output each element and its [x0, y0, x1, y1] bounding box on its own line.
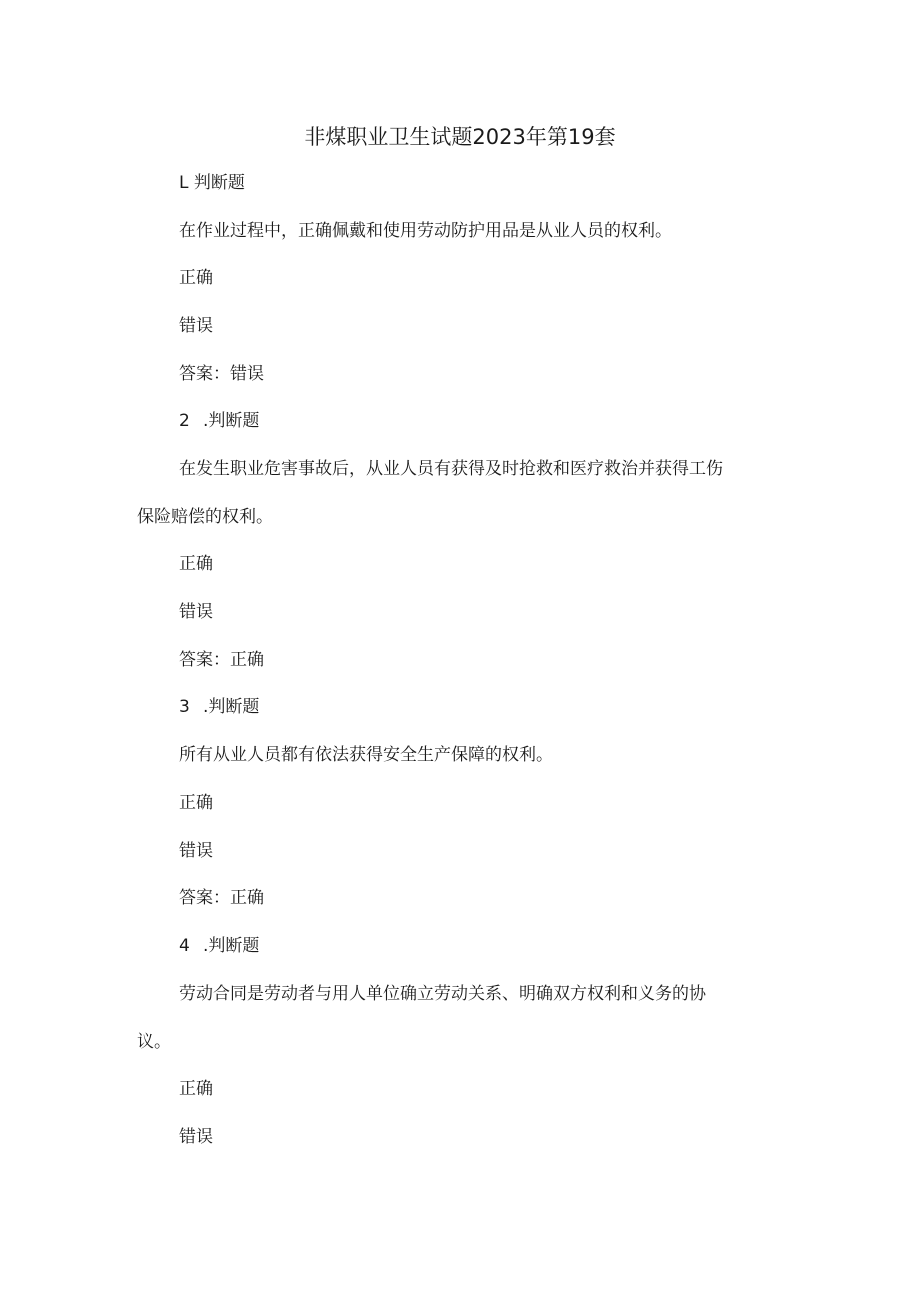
question-1-option-false: 错误	[179, 316, 213, 336]
question-number: 4	[179, 936, 190, 956]
question-4-stem-line-1: 劳动合同是劳动者与用人单位确立劳动关系、明确双方权利和义务的协	[179, 984, 706, 1004]
question-1-answer: 答案：错误	[179, 364, 264, 384]
question-2-stem-line-1: 在发生职业危害事故后，从业人员有获得及时抢救和医疗救治并获得工伤	[179, 459, 723, 479]
question-1-header	[0, 170, 920, 196]
question-4-option-false: 错误	[179, 1127, 213, 1147]
question-1-option-true: 正确	[179, 268, 213, 288]
question-3-option-true: 正确	[179, 793, 213, 813]
question-3-stem: 所有从业人员都有依法获得安全生产保障的权利。	[179, 745, 553, 765]
question-4-option-true: 正确	[179, 1079, 213, 1099]
question-2-option-false: 错误	[179, 602, 213, 622]
question-2-answer: 答案：正确	[179, 650, 264, 670]
question-3-header	[0, 694, 920, 720]
question-4-header	[0, 933, 920, 959]
question-2-option-true: 正确	[179, 554, 213, 574]
question-type: .判断题	[203, 697, 260, 717]
question-type: .判断题	[203, 936, 260, 956]
question-number: 2	[179, 411, 190, 431]
question-type: 判断题	[193, 173, 245, 193]
question-4-stem-line-2: 议。	[137, 1032, 171, 1052]
question-1-stem: 在作业过程中，正确佩戴和使用劳动防护用品是从业人员的权利。	[179, 221, 672, 241]
question-type: .判断题	[203, 411, 260, 431]
question-3-answer: 答案：正确	[179, 888, 264, 908]
question-3-option-false: 错误	[179, 841, 213, 861]
question-number: L	[179, 173, 189, 193]
question-number: 3	[179, 697, 190, 717]
question-2-header	[0, 408, 920, 434]
page-title: 非煤职业卫生试题2023年第19套	[304, 125, 616, 149]
question-2-stem-line-2: 保险赔偿的权利。	[137, 507, 273, 527]
